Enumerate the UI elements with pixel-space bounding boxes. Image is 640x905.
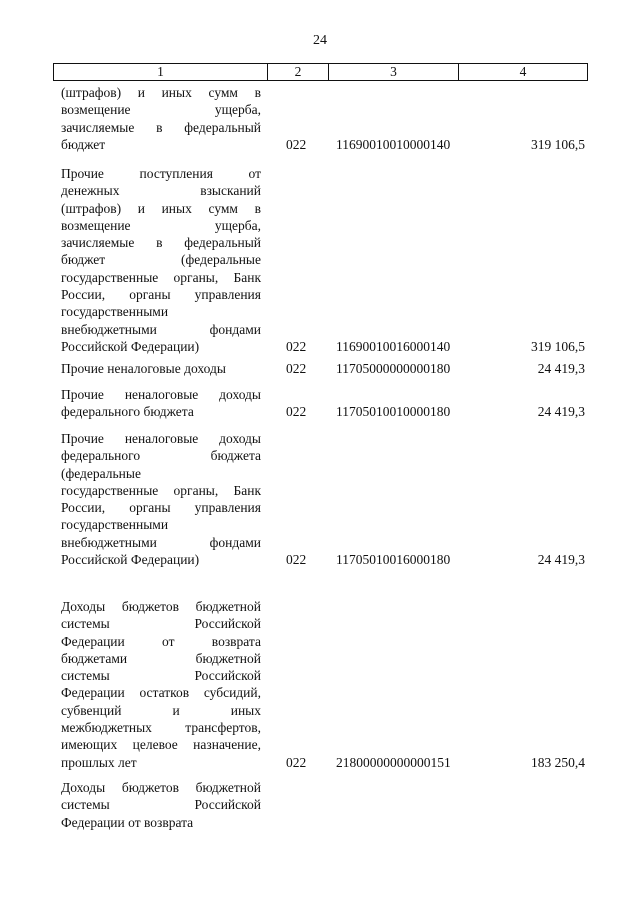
description-line: (штрафов) и иных сумм в — [61, 200, 261, 216]
description-line: бюджетами бюджетной — [61, 650, 261, 666]
row-kbk: 11705010010000180 — [336, 404, 451, 420]
row-kbk: 11705010016000180 — [336, 552, 451, 568]
description-line: зачисляемые в федеральный — [61, 235, 261, 251]
row-kbk: 11705000000000180 — [336, 361, 451, 376]
description-line: денежных взысканий — [61, 183, 261, 199]
description-line: (федеральные — [61, 465, 141, 481]
row-code: 022 — [286, 754, 307, 770]
header-col-1: 1 — [54, 64, 268, 80]
row-description — [61, 165, 261, 355]
description-line: Прочие неналоговые доходы — [61, 431, 261, 446]
description-line: имеющих целевое назначение, — [61, 737, 261, 753]
description-line: возмещение ущерба, — [61, 102, 261, 118]
description-line: внебюджетными фондами — [61, 321, 261, 337]
row-kbk: 21800000000000151 — [336, 754, 451, 770]
description-line: государственные органы, Банк — [61, 482, 261, 498]
description-line: Федерации от возврата — [61, 814, 194, 830]
row-code: 022 — [286, 404, 307, 420]
description-line: Федерации от возврата — [61, 633, 261, 649]
description-line: Доходы бюджетов бюджетной — [61, 599, 261, 614]
description-line: субвенций и иных — [61, 702, 261, 718]
description-line: государственными — [61, 517, 169, 533]
description-line: Прочие поступления от — [61, 166, 261, 181]
row-kbk: 11690010010000140 — [336, 136, 451, 152]
description-line: системы Российской — [61, 668, 261, 684]
description-line: Российской Федерации) — [61, 552, 200, 568]
row-amount: 319 106,5 — [531, 136, 585, 152]
row-amount: 24 419,3 — [537, 552, 585, 568]
row-code: 022 — [286, 339, 307, 354]
row-code: 022 — [286, 361, 307, 376]
description-line: федерального бюджета — [61, 404, 194, 420]
row-description — [61, 598, 261, 771]
description-line: системы Российской — [61, 797, 261, 813]
header-col-4: 4 — [519, 64, 527, 79]
row-code: 022 — [286, 136, 307, 152]
description-line: государственными — [61, 304, 169, 320]
row-description — [61, 386, 261, 421]
description-line: Доходы бюджетов бюджетной — [61, 780, 261, 795]
description-line: Российской Федерации) — [61, 338, 200, 354]
row-amount: 24 419,3 — [537, 404, 585, 420]
table-header — [53, 63, 588, 81]
description-line: России, органы управления — [61, 287, 261, 303]
description-line: системы Российской — [61, 616, 261, 632]
description-line: возмещение ущерба, — [61, 217, 261, 233]
description-line: бюджет — [61, 136, 106, 152]
description-line: России, органы управления — [61, 500, 261, 516]
row-kbk: 11690010016000140 — [336, 339, 451, 354]
description-line: прошлых лет — [61, 754, 137, 770]
description-line: внебюджетными фондами — [61, 534, 261, 550]
header-col-3: 3 — [329, 64, 459, 80]
row-description — [61, 84, 261, 153]
row-amount: 183 250,4 — [531, 754, 585, 770]
description-line: Прочие неналоговые доходы — [61, 387, 261, 402]
header-col-2: 2 — [268, 64, 329, 80]
description-line: (штрафов) и иных сумм в — [61, 85, 261, 100]
row-description — [61, 779, 261, 831]
row-amount: 24 419,3 — [537, 361, 585, 376]
description-line: зачисляемые в федеральный — [61, 119, 261, 135]
page-number: 24 — [313, 33, 327, 48]
description-line: Прочие неналоговые доходы — [61, 361, 226, 376]
row-description — [61, 360, 261, 377]
description-line: государственные органы, Банк — [61, 269, 261, 285]
description-line: бюджет (федеральные — [61, 252, 261, 268]
description-line: Федерации остатков субсидий, — [61, 685, 261, 701]
row-code: 022 — [286, 552, 307, 568]
row-amount: 319 106,5 — [531, 339, 585, 354]
description-line: федерального бюджета — [61, 448, 261, 464]
description-line: межбюджетных трансфертов, — [61, 720, 261, 736]
row-description — [61, 430, 261, 568]
